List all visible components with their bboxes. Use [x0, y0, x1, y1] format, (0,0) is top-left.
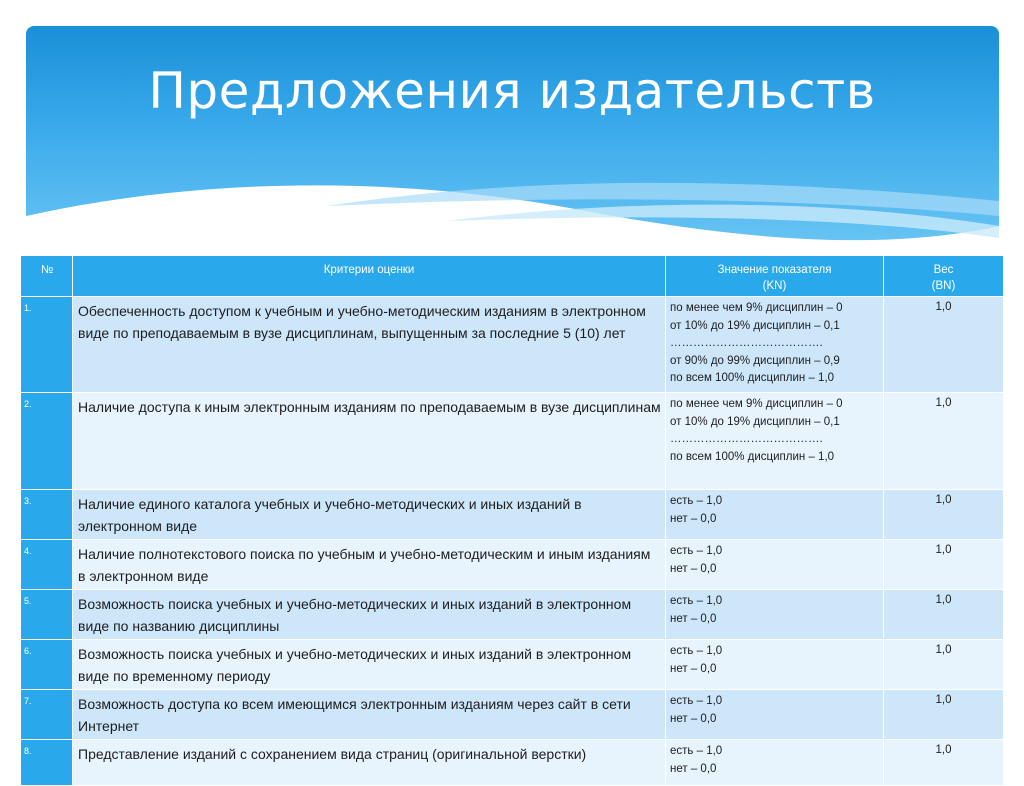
table-row [21, 740, 1004, 786]
row-criteria: Наличие полнотекстового поиска по учебным и учебно-методическим и иным изданиям в электронном виде [73, 540, 666, 590]
value-line: от 10% до 19% дисциплин – 0,1 [670, 319, 840, 332]
value-line: по всем 100% дисциплин – 1,0 [670, 450, 835, 463]
value-line: нет – 0,0 [670, 762, 717, 775]
value-line: по всем 100% дисциплин – 1,0 [670, 372, 835, 384]
value-line: нет – 0,0 [670, 562, 717, 575]
row-value [666, 640, 884, 690]
row-weight: 1,0 [884, 393, 1004, 490]
row-criteria: Наличие доступа к иным электронным изданиям по преподаваемым в вузе дисциплинам [73, 393, 666, 490]
row-value [666, 297, 884, 393]
row-criteria: Возможность поиска учебных и учебно-методических и иных изданий в электронном виде по временному периоду [73, 640, 666, 690]
table-row [21, 540, 1004, 590]
wave-decoration [26, 26, 999, 254]
page-title: Предложения издательств [148, 62, 876, 120]
row-weight: 1,0 [884, 740, 1004, 786]
row-num: 3. [21, 490, 73, 540]
row-num: 8. [21, 740, 73, 786]
table-row [21, 393, 1004, 490]
value-line: нет – 0,0 [670, 662, 717, 675]
header-value [666, 256, 884, 297]
row-weight: 1,0 [884, 297, 1004, 393]
value-line: от 90% до 99% дисциплин – 0,9 [670, 354, 840, 367]
row-weight: 1,0 [884, 540, 1004, 590]
value-line: нет – 0,0 [670, 612, 717, 625]
row-num: 1. [21, 297, 73, 393]
header-value-title: Значение показателя [717, 264, 832, 276]
value-line: есть – 1,0 [670, 495, 723, 507]
row-num: 7. [21, 690, 73, 740]
row-num: 4. [21, 540, 73, 590]
header-weight [884, 256, 1004, 297]
header-weight-title: Вес [933, 264, 954, 276]
table-row [21, 490, 1004, 540]
table-row [21, 297, 1004, 393]
title-banner [26, 26, 999, 254]
value-line: по менее чем 9% дисциплин – 0 [670, 398, 843, 410]
row-value [666, 540, 884, 590]
table-header-row [21, 256, 1004, 297]
value-line: есть – 1,0 [670, 695, 723, 707]
value-line: есть – 1,0 [670, 595, 723, 607]
row-value [666, 740, 884, 786]
value-line: есть – 1,0 [670, 745, 723, 757]
row-weight: 1,0 [884, 590, 1004, 640]
header-criteria: Критерии оценки [73, 256, 666, 297]
value-line: нет – 0,0 [670, 512, 717, 525]
value-line: есть – 1,0 [670, 545, 723, 557]
value-line: …………………………………. [670, 433, 823, 445]
row-weight: 1,0 [884, 640, 1004, 690]
value-line: есть – 1,0 [670, 645, 723, 657]
table-row [21, 640, 1004, 690]
row-criteria: Возможность поиска учебных и учебно-методических и иных изданий в электронном виде по названию дисциплины [73, 590, 666, 640]
value-line: нет – 0,0 [670, 712, 717, 725]
row-criteria: Возможность доступа ко всем имеющимся электронным изданиям через сайт в сети Интернет [73, 690, 666, 740]
row-num: 5. [21, 590, 73, 640]
row-value [666, 590, 884, 640]
row-weight: 1,0 [884, 690, 1004, 740]
row-value [666, 490, 884, 540]
row-weight: 1,0 [884, 490, 1004, 540]
value-line: …………………………………. [670, 337, 823, 349]
row-criteria: Наличие единого каталога учебных и учебно-методических и иных изданий в электронном виде [73, 490, 666, 540]
row-value [666, 690, 884, 740]
row-criteria: Обеспеченность доступом к учебным и учебно-методическим изданиям в электронном виде по преподаваемым в вузе дисциплинам, выпущенным за последние 5 (10) лет [73, 297, 666, 393]
header-weight-symbol: (BN) [931, 280, 956, 292]
criteria-table [20, 255, 1004, 786]
header-num: № [21, 256, 73, 297]
header-value-symbol: (KN) [762, 280, 787, 292]
row-num: 6. [21, 640, 73, 690]
table-row [21, 690, 1004, 740]
table-row [21, 590, 1004, 640]
row-value [666, 393, 884, 490]
value-line: от 10% до 19% дисциплин – 0,1 [670, 415, 840, 428]
row-criteria: Представление изданий с сохранением вида страниц (оригинальной верстки) [73, 740, 666, 786]
value-line: по менее чем 9% дисциплин – 0 [670, 302, 843, 314]
row-num: 2. [21, 393, 73, 490]
